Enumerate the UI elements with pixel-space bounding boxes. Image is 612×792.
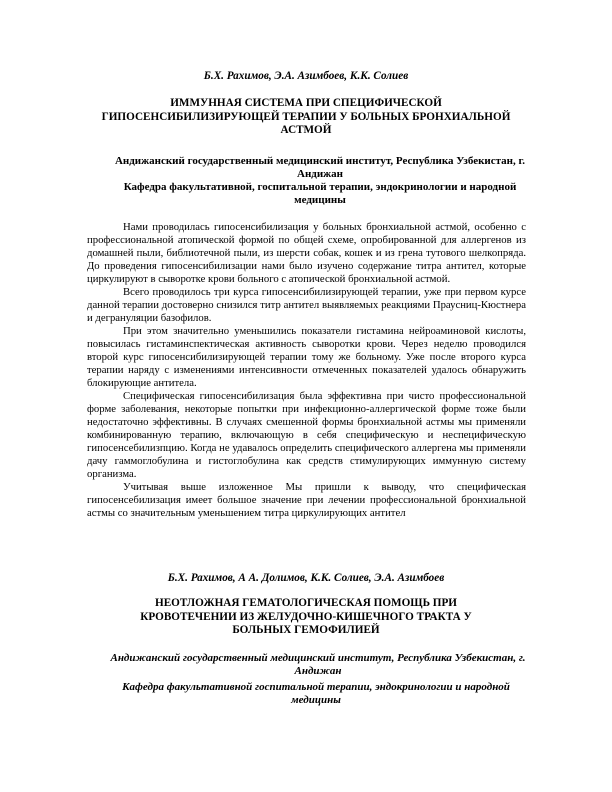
article1-paragraph: Всего проводилось три курса гипосенсибилизирующей терапии, уже при первом курсе данной терапии достоверно снизился титр антител выявляемых реакциями Праусниц-Кюстнера и дегрануляции базофилов. <box>87 286 526 324</box>
article2-institution: Андижанский государственный медицинский институт, Республика Узбекистан, г. Андижан <box>110 652 526 677</box>
article1-authors: Б.Х. Рахимов, Э.А. Азимбоев, К.К. Солиев <box>203 70 409 82</box>
article1-body <box>87 221 526 520</box>
article1-title: ИММУННАЯ СИСТЕМА ПРИ СПЕЦИФИЧЕСКОЙ ГИПОСЕНСИБИЛИЗИРУЮЩЕЙ ТЕРАПИИ У БОЛЬНЫХ БРОНХИАЛЬНОЙ АСТМОЙ <box>101 97 511 136</box>
article1-paragraph: Учитывая выше изложенное Мы пришли к выводу, что специфическая гипосенсебилизация имеет большое значение при лечении профессиональной бронхиальной астмы со значительным уменьшением титра циркулирующих антител <box>87 481 526 519</box>
article1-institution: Андижанский государственный медицинский институт, Республика Узбекистан, г. Андижан <box>114 155 526 180</box>
article1-department: Кафедра факультативной, госпитальной терапии, эндокринологии и народной медицины <box>123 181 517 206</box>
article2-title: НЕОТЛОЖНАЯ ГЕМАТОЛОГИЧЕСКАЯ ПОМОЩЬ ПРИ КРОВОТЕЧЕНИИ ИЗ ЖЕЛУДОЧНО-КИШЕЧНОГО ТРАКТА У БОЛЬНЫХ ГЕМОФИЛИЕЙ <box>140 597 472 636</box>
article1-paragraph: Специфическая гипосенсибилизация была эффективна при чисто профессиональной форме заболевания, некоторые попытки при инфекционно-аллергической форме тоже были недостаточно эффективны. В случаях смешенной формы бронхиальной астмы мы применяли комбинированную терапию, включающую в себя специфическую и неспецифическую гипосенсебилизпцию. Когда не удавалось определить специфического аллергена мы применяли дачу гаммоглобулина и гистоглобулина как средств стимулирующих иммунную систему организма. <box>87 390 526 480</box>
article2-authors: Б.Х. Рахимов, А А. Долимов, К.К. Солиев, Э.А. Азимбоев <box>167 572 445 584</box>
article1-paragraph: Нами проводилась гипосенсибилизация у больных бронхиальной астмой, особенно с профессиональной атопической формой по общей схеме, опробированной для аллергенов из домашней пыли, библиотечной пыли, из шерсти собак, кошек и из грена тутового шелкопряда. До проведения гипосенсибилизации нами было изучено содержание титра антител, которые циркулируют в сыворотке крови больного с атопической бронхиальной астмой. <box>87 221 526 285</box>
article1-paragraph: При этом значительно уменьшились показатели гистамина нейроаминовой кислоты, повысилась гистаминспектическая активность сыворотки крови. Через неделю проводился второй курс гипосенсибилизирующей терапии тому же больному. Уже после второго курса терапии наряду с изменениями интенсивности отмеченных показателей удалось обнаружить блокирующие антитела. <box>87 325 526 389</box>
article2-department: Кафедра факультативной госпитальной терапии, эндокринологии и народной медицины <box>122 681 510 706</box>
